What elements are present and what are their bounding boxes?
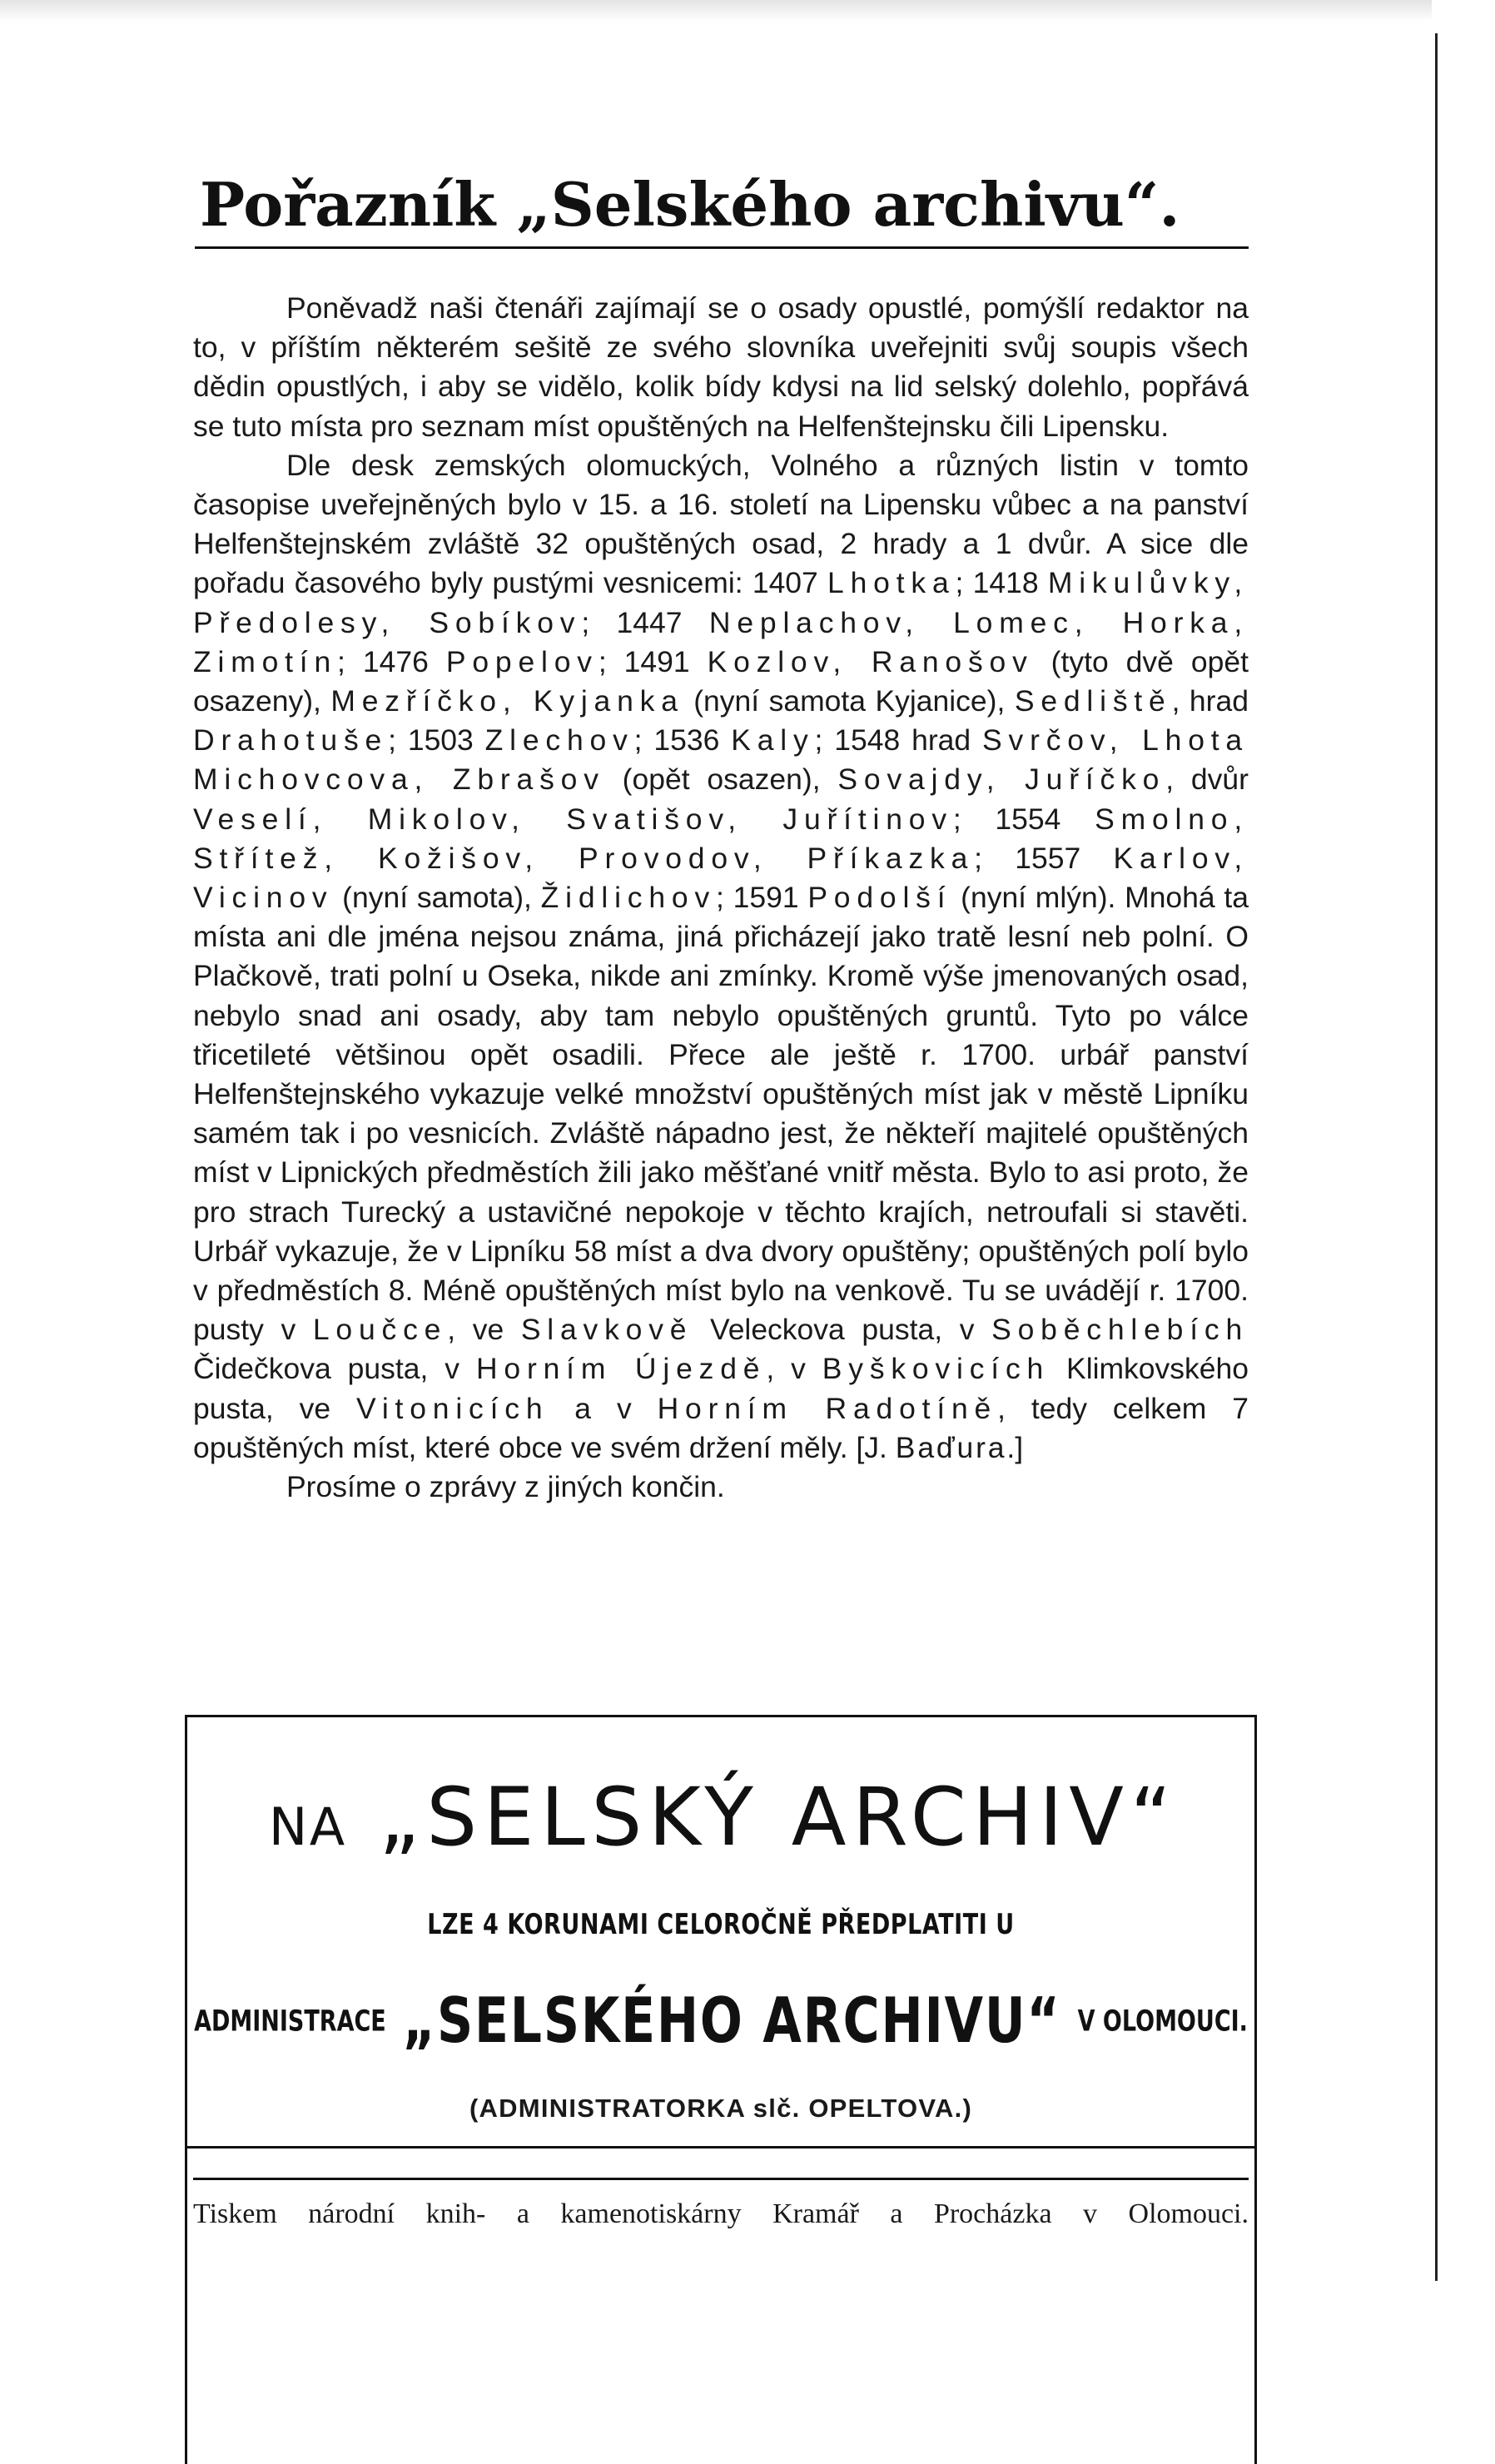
- place-name: Kaly: [731, 723, 815, 758]
- ad-headline-prefix: NA: [268, 1796, 347, 1857]
- title-underline: [195, 246, 1249, 249]
- printer-imprint: Tiskem národní knih- a kamenotiskárny Kramář a Procházka v Olomouci.: [193, 2198, 1249, 2229]
- paragraph-closing: Prosíme o zprávy z jiných končin.: [286, 1470, 725, 1504]
- place-name: Kozlov, Ranošov: [707, 644, 1034, 678]
- text-segment: ; 1554: [952, 802, 1095, 836]
- footer-rule: [193, 2178, 1249, 2180]
- text-segment: Klimkovského pusta, ve: [193, 1352, 1249, 1425]
- ad-administration-label: ADMINISTRACE: [194, 2004, 386, 2039]
- place-name: Podolší: [807, 881, 952, 915]
- text-segment: (nyní mlýn). Mnohá ta místa ani dle jména nejsou známa, jiná přicházejí jako tratě lesní neb polní. O Plačkově, trati polní u Oseka, nikde ani zmínky. Kromě výše jmenovaných osad, nebylo snad ani osady, aby tam nebylo opuštěných gruntů. Tyto po válce třicetileté většinou opět osadili. Přece ale ještě r. 1700. urbář panství Helfenštejnského vykazuje velké množství opuštěných míst jak v městě Lipníku samém tak i po vesnicích. Zvláště nápadno jest, že někteří majitelé opuštěných míst v Lipnických předměstích žili jako měšťané vnitř města. Bylo to asi proto, že pro strach Turecký a ustavičné nepokoje v těchto krajích, netroufali si stavěti. Urbář vykazuje, že v Lipníku 58 míst a dva dvory opuštěny; opuštěných polí bylo v předměstích 8. Méně opuštěných míst bylo na venkově. Tu se uvádějí r. 1700. pusty v: [193, 881, 1249, 1347]
- text-segment: ; 1476: [337, 644, 446, 678]
- ad-headline-title: „SELSKÝ ARCHIV“: [378, 1771, 1179, 1864]
- article-page: [193, 169, 1249, 1507]
- place-name: Horním Újezdě: [475, 1352, 767, 1386]
- text-segment: , dvůr: [1165, 763, 1249, 797]
- scan-top-shadow: [0, 0, 1432, 22]
- text-segment: ; 1591: [716, 881, 808, 915]
- ad-city: V OLOMOUCI.: [1077, 2004, 1248, 2039]
- place-name: Sovajdy, Juříčko: [837, 763, 1166, 797]
- place-name: Sedliště: [1014, 684, 1172, 718]
- text-segment: (nyní samota Kyjanice),: [683, 684, 1015, 718]
- text-segment: , ve: [447, 1313, 521, 1347]
- place-name: Židlichov: [540, 881, 717, 915]
- place-name: Zlechov: [484, 723, 634, 758]
- place-name: Soběchlebích: [991, 1313, 1249, 1347]
- text-segment: a v: [549, 1391, 658, 1425]
- text-segment: (tyto dvě opět osazeny),: [193, 644, 1249, 718]
- subscription-ad-box: [185, 1715, 1257, 2464]
- paragraph-intro: Poněvadž naši čtenáři zajímají se o osady opustlé, pomýšlí redaktor na to, v příštím některém sešitě ze svého slovníka uveřejniti svůj soupis všech dědin opustlých, i aby se vidělo, kolik bídy kdysi na lid selský dolehlo, popřává se tuto místa pro seznam míst opuštěných na Helfenštejnsku čili Lipensku.: [193, 291, 1249, 443]
- text-segment: , hrad: [1171, 684, 1249, 718]
- ad-headline: [221, 1771, 1226, 1864]
- text-segment: (opět osazen),: [604, 763, 838, 797]
- place-name: Loučce: [312, 1313, 448, 1347]
- ad-administrator: (ADMINISTRATORKA slč. OPELTOVA.): [469, 2094, 973, 2123]
- text-segment: ; 1503: [388, 723, 485, 758]
- place-name: Popelov: [445, 644, 598, 678]
- article-body: [193, 289, 1249, 1507]
- text-segment: Dle desk zemských olomuckých, Volného a různých listin v tomto časopise uveřejněných bylo v 15. a 16. století na Lipensku vůbec a na panství Helfenštejnském zvláště 32 opuštěných osad, 2 hrady a 1 dvůr. A sice dle pořadu časového byly pustými vesnicemi: 1407: [193, 448, 1249, 600]
- text-segment: , tedy celkem 7 opuštěných míst, které obce ve svém držení měly. [J.: [193, 1391, 1249, 1464]
- paragraph-list: [193, 446, 1249, 1468]
- place-name: Byškovicích: [822, 1352, 1050, 1386]
- text-segment: ; 1418: [955, 566, 1048, 600]
- place-name: Mikulůvky, Předolesy, Sobíkov: [193, 566, 1249, 639]
- text-segment: Veleckova pusta, v: [693, 1313, 992, 1347]
- page-title: Pořazník „Selského archivu“.: [200, 169, 1180, 240]
- text-segment: , v: [766, 1352, 822, 1386]
- text-segment: Čidečkova pusta, v: [193, 1352, 476, 1386]
- place-name: Karlov, Vicinov: [193, 841, 1249, 915]
- place-name: Mezříčko, Kyjanka: [330, 684, 684, 718]
- subscription-ad-content: [187, 1717, 1254, 2149]
- place-name: Horním Radotíně: [657, 1391, 998, 1425]
- author-name: Baďura: [895, 1430, 1007, 1464]
- place-name: Drahotuše: [193, 723, 389, 758]
- scan-edge-line: [1435, 33, 1438, 2281]
- place-name: Neplachov, Lomec, Horka, Zimotín: [193, 605, 1249, 678]
- ad-subscription-line: LZE 4 KORUNAMI CELOROČNĚ PŘEDPLATITI U: [427, 1909, 1015, 1941]
- text-segment: .]: [1006, 1430, 1024, 1464]
- text-segment: ; 1447: [581, 605, 709, 639]
- text-segment: (nyní samota),: [333, 881, 541, 915]
- ad-box-bottom-border: [185, 2146, 1257, 2149]
- ad-journal-name: „SELSKÉHO ARCHIVU“: [402, 1985, 1061, 2058]
- text-segment: ; 1536: [633, 723, 732, 758]
- place-name: Slavkově: [520, 1313, 693, 1347]
- place-name: Vitonicích: [356, 1391, 549, 1425]
- text-segment: ; 1557: [974, 841, 1114, 875]
- text-segment: ; 1548 hrad: [814, 723, 983, 758]
- text-segment: ; 1491: [598, 644, 708, 678]
- place-name: Svrčov, Lhota Michovcova, Zbrašov: [193, 723, 1249, 797]
- place-name: Veselí, Mikolov, Svatišov, Juřítinov: [193, 802, 953, 836]
- ad-administration-line: [187, 1985, 1254, 2058]
- place-name: Lhotka: [827, 566, 956, 600]
- place-name: Smolno, Střítež, Kožišov, Provodov, Příkazka: [193, 802, 1249, 875]
